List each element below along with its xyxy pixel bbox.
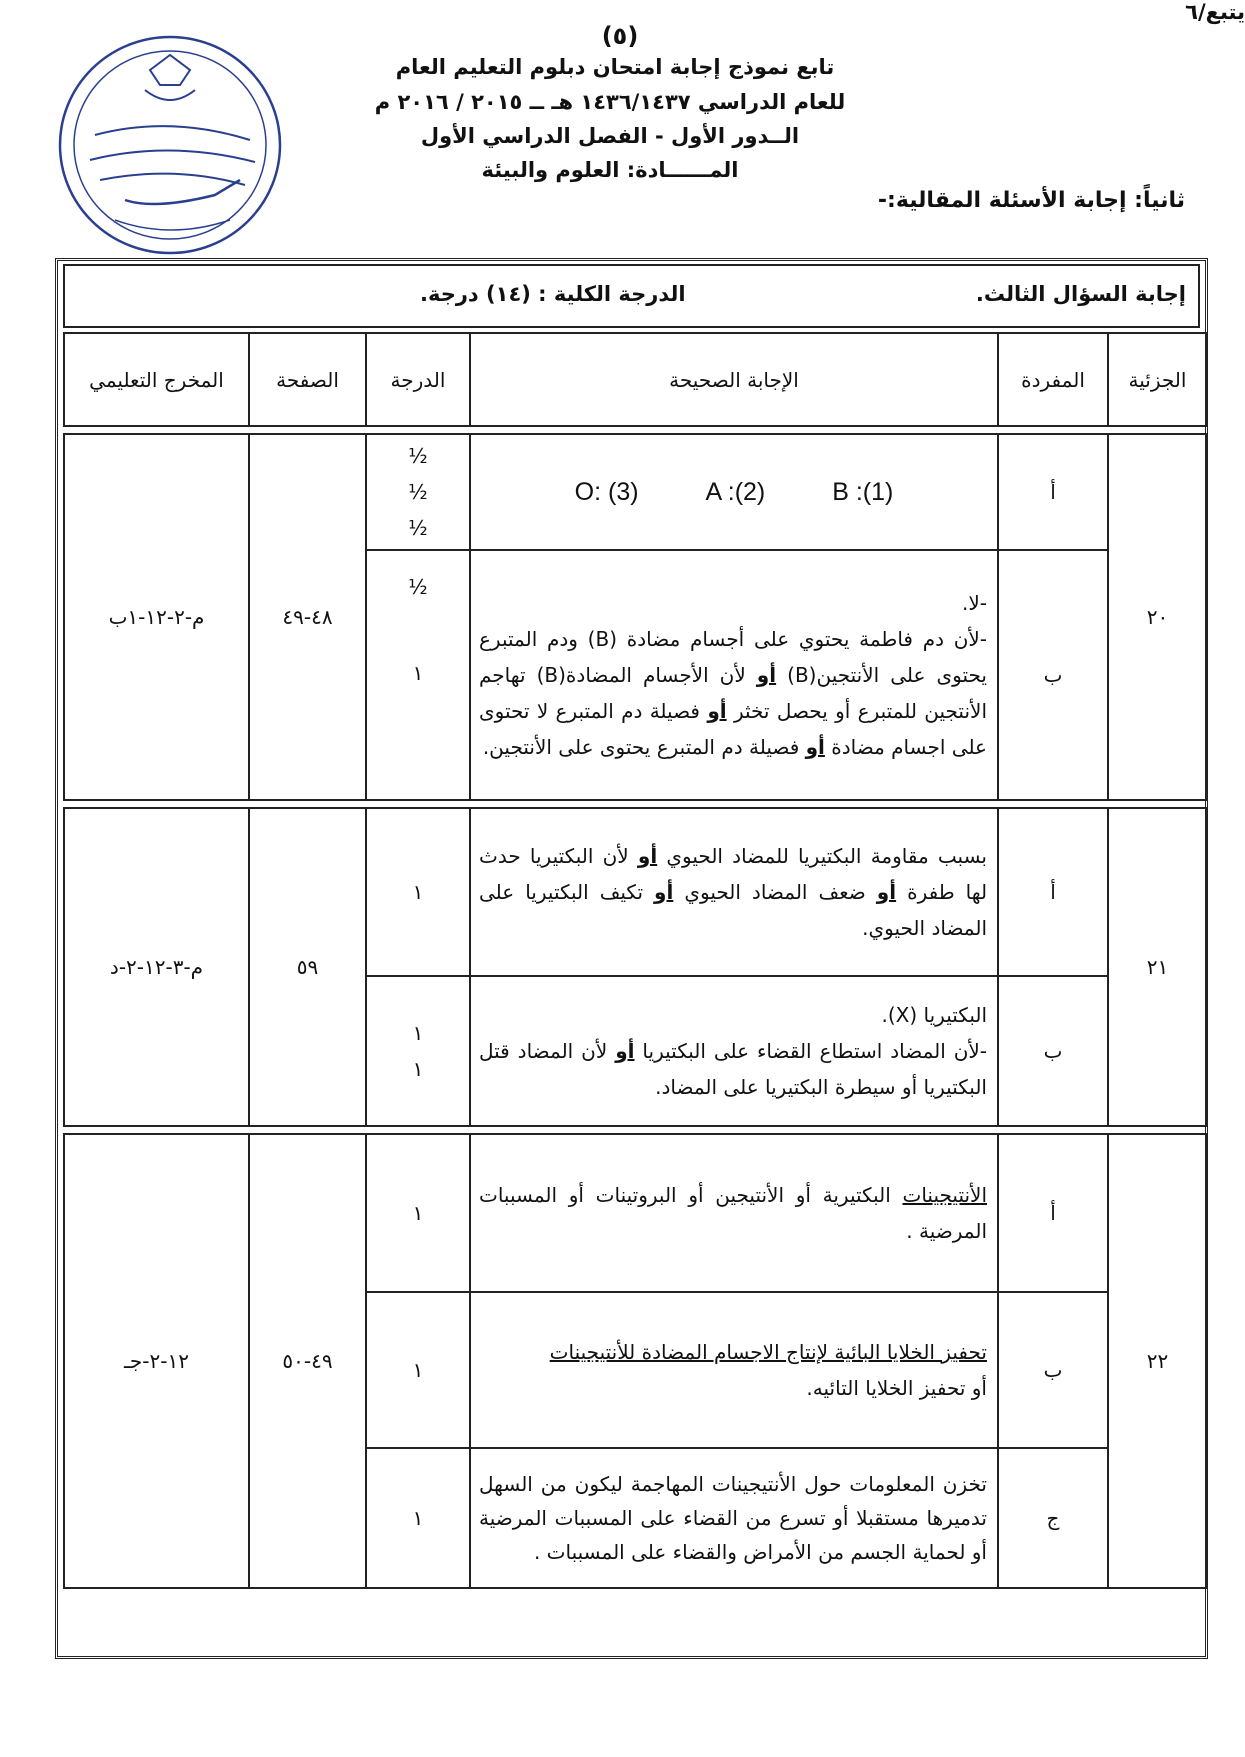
row-separator [64, 1126, 1207, 1134]
table-row [64, 434, 1207, 550]
answer-text: بسبب مقاومة البكتيريا للمضاد الحيوي أو لأن البكتيريا حدث لها طفرة أو ضعف المضاد الحيوي أو تكيف البكتيريا على المضاد الحيوي. [479, 844, 988, 940]
part-cell: ٢١ [1108, 808, 1207, 1126]
page-footer: يتبع/٦ [1185, 0, 1245, 24]
row-separator [64, 800, 1207, 808]
col-grade: الدرجة [366, 333, 470, 426]
section-title: ثانياً: إجابة الأسئلة المقالية:- [877, 188, 1185, 213]
blood-o: O: (3) [574, 477, 639, 506]
exam-session: الــدور الأول - الفصل الدراسي الأول [420, 124, 800, 148]
answer-text: البكتيريا (X). -لأن المضاد استطاع القضاء على البكتيريا أو لأن المضاد قتل البكتيريا أو سيطرة البكتيريا على المضاد. [479, 1003, 988, 1099]
answer-text: الأنتيجينات البكتيرية أو الأنتيجين أو البروتينات أو المسببات المرضية . [479, 1183, 988, 1243]
blood-a: A :(2) [705, 477, 766, 506]
answer-cell [470, 1448, 998, 1588]
col-page: الصفحة [249, 333, 366, 426]
page-cell: ٤٩-٥٠ [249, 1134, 366, 1588]
col-item: المفردة [998, 333, 1108, 426]
grade-cell [366, 808, 470, 976]
academic-year: للعام الدراسي ١٤٣٦/١٤٣٧ هـ ــ ٢٠١٥ / ٢٠١٦ م [374, 90, 846, 114]
ministry-seal [55, 30, 285, 260]
grade-value: ١ [412, 661, 424, 685]
question-title: إجابة السؤال الثالث. [975, 282, 1186, 306]
blood-type-answer [471, 478, 997, 507]
item-cell: أ [998, 808, 1108, 976]
col-part: الجزئية [1108, 333, 1207, 426]
item-cell: أ [998, 1134, 1108, 1292]
grade-value: ½ [408, 480, 428, 504]
answer-cell [470, 808, 998, 976]
table-header-row [64, 333, 1207, 426]
grade-value: ½ [408, 575, 428, 599]
outcome-cell: م-٢-١٢-١ب [64, 434, 249, 800]
answer-cell [470, 1292, 998, 1448]
subject: المــــــادة: العلوم والبيئة [481, 158, 739, 182]
answer-cell [470, 550, 998, 800]
table-row [64, 808, 1207, 976]
question-bar [63, 264, 1200, 328]
blood-b: B :(1) [832, 477, 894, 506]
page-cell: ٤٨-٤٩ [249, 434, 366, 800]
grade-cell [366, 1292, 470, 1448]
grade-value: ١ [412, 1201, 424, 1225]
answer-table [63, 332, 1208, 1589]
outcome-cell: م-٣-١٢-٢-د [64, 808, 249, 1126]
grade-cell [366, 550, 470, 800]
grade-value: ١ [412, 1021, 424, 1045]
page-cell: ٥٩ [249, 808, 366, 1126]
grade-cell [366, 434, 470, 550]
col-answer: الإجابة الصحيحة [470, 333, 998, 426]
col-outcome: المخرج التعليمي [64, 333, 249, 426]
grade-cell [366, 1448, 470, 1588]
row-separator [64, 426, 1207, 434]
item-cell: ج [998, 1448, 1108, 1588]
question-total-grade: الدرجة الكلية : (١٤) درجة. [420, 282, 686, 306]
answer-text: -لا. -لأن دم فاطمة يحتوي على أجسام مضادة (B) ودم المتبرع يحتوى على الأنتجين(B) أو لأن الأجسام المضادة(B) تهاجم الأنتجين للمتبرع أو يحصل تخثر أو فصيلة دم المتبرع لا تحتوى على اجسام مضادة أو فصيلة دم المتبرع يحتوى على الأنتجين. [479, 591, 988, 759]
outcome-cell: ١٢-٢-جـ [64, 1134, 249, 1588]
answer-cell [470, 434, 998, 550]
grade-value: ١ [412, 1057, 424, 1081]
grade-value: ½ [408, 516, 428, 540]
grade-cell [366, 976, 470, 1126]
part-cell: ٢٢ [1108, 1134, 1207, 1588]
answer-text: تخزن المعلومات حول الأنتيجينات المهاجمة ليكون من السهل تدميرها مستقبلا أو تسرع من القضاء على المسببات المرضية أو لحماية الجسم من الأمراض والقضاء على المسببات . [479, 1472, 987, 1564]
item-cell: ب [998, 550, 1108, 800]
page-number: (٥) [601, 22, 639, 50]
grade-value: ١ [412, 880, 424, 904]
exam-title: تابع نموذج إجابة امتحان دبلوم التعليم العام [395, 55, 835, 79]
table-row [64, 1134, 1207, 1292]
grade-cell [366, 1134, 470, 1292]
answer-cell [470, 976, 998, 1126]
grade-value: ١ [412, 1506, 424, 1530]
answer-cell [470, 1134, 998, 1292]
answer-text: تحفيز الخلايا البائية لإنتاج الاجسام المضادة للأنتيجينات أو تحفيز الخلايا التائيه. [549, 1340, 987, 1400]
grade-value: ½ [408, 444, 428, 468]
grade-value: ١ [412, 1358, 424, 1382]
item-cell: ب [998, 1292, 1108, 1448]
item-cell: ب [998, 976, 1108, 1126]
item-cell: أ [998, 434, 1108, 550]
part-cell: ٢٠ [1108, 434, 1207, 800]
